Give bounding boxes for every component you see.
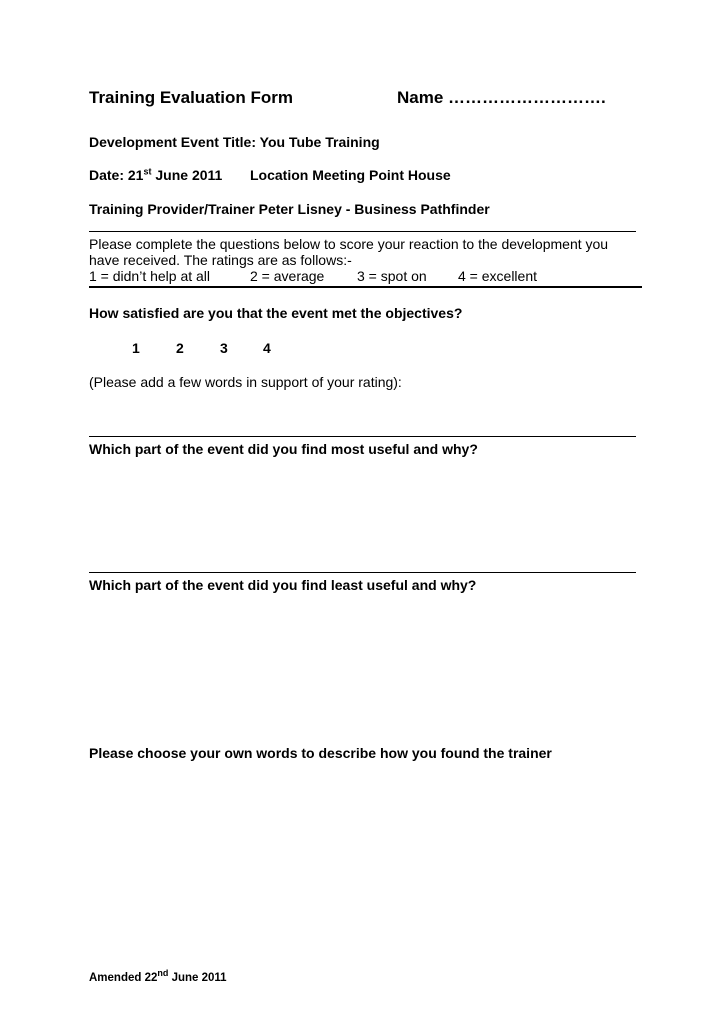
event-date-location [89, 166, 451, 183]
rating-scale [132, 340, 271, 358]
divider-q2 [89, 436, 636, 437]
form-title: Training Evaluation Form [89, 88, 294, 107]
trainer-provider: Training Provider/Trainer Peter Lisney - Business Pathfinder [89, 201, 490, 217]
instructions-line-2: have received. The ratings are as follows:- [89, 252, 352, 268]
rating-legend-3: 3 = spot on [357, 268, 427, 284]
rating-legend-2: 2 = average [250, 268, 325, 284]
instructions-line-1: Please complete the questions below to score your reaction to the development you [89, 236, 609, 252]
rating-option-1[interactable]: 1 [132, 340, 140, 356]
rating-legend-4: 4 = excellent [458, 268, 537, 284]
rating-legend-1: 1 = didn’t help at all [89, 268, 211, 284]
event-title: Development Event Title: You Tube Training [89, 134, 380, 150]
divider-top [89, 231, 636, 232]
ratings-legend [89, 268, 537, 284]
question-least-useful: Which part of the event did you find least useful and why? [89, 577, 477, 593]
name-field-label: Name ………………………. [397, 88, 606, 107]
rating-option-2[interactable]: 2 [176, 340, 184, 356]
rating-option-4[interactable]: 4 [263, 340, 271, 356]
divider-q3 [89, 572, 636, 573]
divider-instructions [89, 286, 642, 288]
rating-option-3[interactable]: 3 [220, 340, 228, 356]
form-header [89, 88, 606, 108]
amended-date: Amended 22nd June 2011 [89, 968, 227, 984]
question-objectives: How satisfied are you that the event met the objectives? [89, 305, 463, 321]
event-location: Location Meeting Point House [250, 167, 451, 183]
rating-support-note: (Please add a few words in support of your rating): [89, 374, 402, 390]
question-trainer: Please choose your own words to describe how you found the trainer [89, 745, 552, 761]
question-most-useful: Which part of the event did you find most useful and why? [89, 441, 478, 457]
event-date: Date: 21st June 2011 [89, 166, 223, 183]
